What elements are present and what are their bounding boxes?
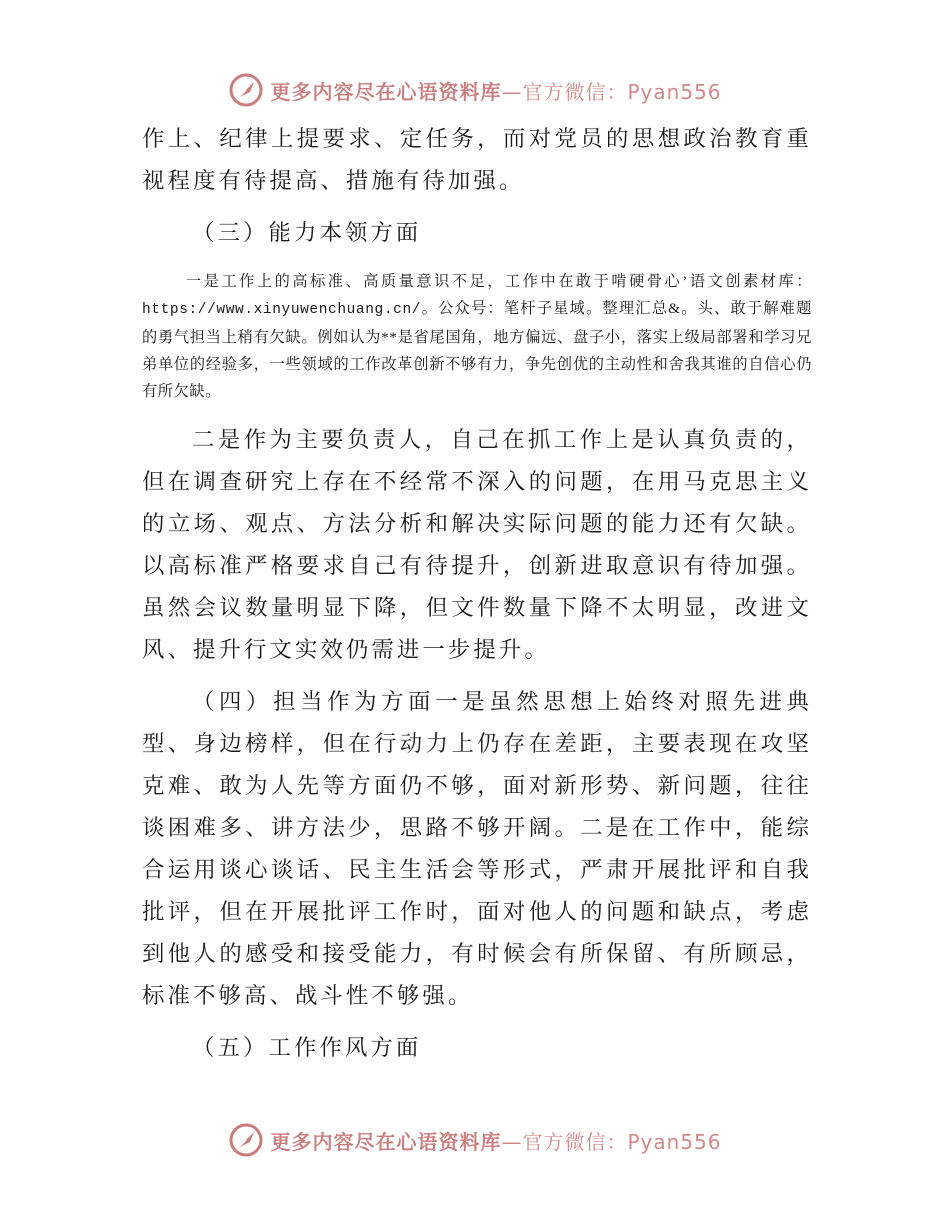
- paragraph-2: 二是作为主要负责人，自己在抓工作上是认真负责的，但在调查研究上存在不经常不深入的问题，在用马克思主义的立场、观点、方法分析和解决实际问题的能力还有欠缺。以高标准严格要求自己有待提升，创新进取意识有待加强。虽然会议数量明显下降，但文件数量下降不太明显，改进文风、提升行文实效仍需进一步提升。: [142, 427, 812, 663]
- document-body: [142, 118, 812, 1069]
- section-heading-3: （三）能力本领方面: [192, 220, 422, 246]
- url-text: https://www.xinyuwenchuang.cn/: [142, 302, 422, 318]
- banner-text: 更多内容尽在心语资料库—官方微信：Pyan556: [270, 79, 722, 104]
- banner-text: 更多内容尽在心语资料库—官方微信：Pyan556: [270, 1129, 722, 1154]
- section-heading-5: （五）工作作风方面: [192, 1035, 422, 1061]
- paragraph-3: （四）担当作为方面一是虽然思想上始终对照先进典型、身边榜样，但在行动力上仍存在差距，主要表现在攻坚克难、敢为人先等方面仍不够，面对新形势、新问题，往往谈困难多、讲方法少，思路不够开阔。二是在工作中，能综合运用谈心谈话、民主生活会等形式，严肃开展批评和自我批评，但在开展批评工作时，面对他人的问题和缺点，考虑到他人的感受和接受能力，有时候会有所保留、有所顾忌，标准不够高、战斗性不够强。: [142, 689, 812, 1009]
- footer-banner: [0, 1120, 950, 1160]
- quill-logo-icon: [228, 1122, 264, 1158]
- quill-logo-icon: [228, 72, 264, 108]
- paragraph-continued: 作上、纪律上提要求、定任务，而对党员的思想政治教育重视程度有待提高、措施有待加强。: [142, 126, 812, 194]
- paragraph-small: 一是工作上的高标准、高质量意识不足，工作中在敢于啃硬骨心’语文创素材库：https://www.xinyuwenchuang.cn/。公众号：笔杆子星域。整理汇总&。头、敢于解难题的勇气担当上稍有欠缺。例如认为**是省尾国角，地方偏远、盘子小，落实上级局部署和学习兄弟单位的经验多，一些领域的工作改革创新不够有力，争先创优的主动性和舍我其谁的自信心仍有所欠缺。: [142, 273, 812, 400]
- header-banner: [0, 70, 950, 110]
